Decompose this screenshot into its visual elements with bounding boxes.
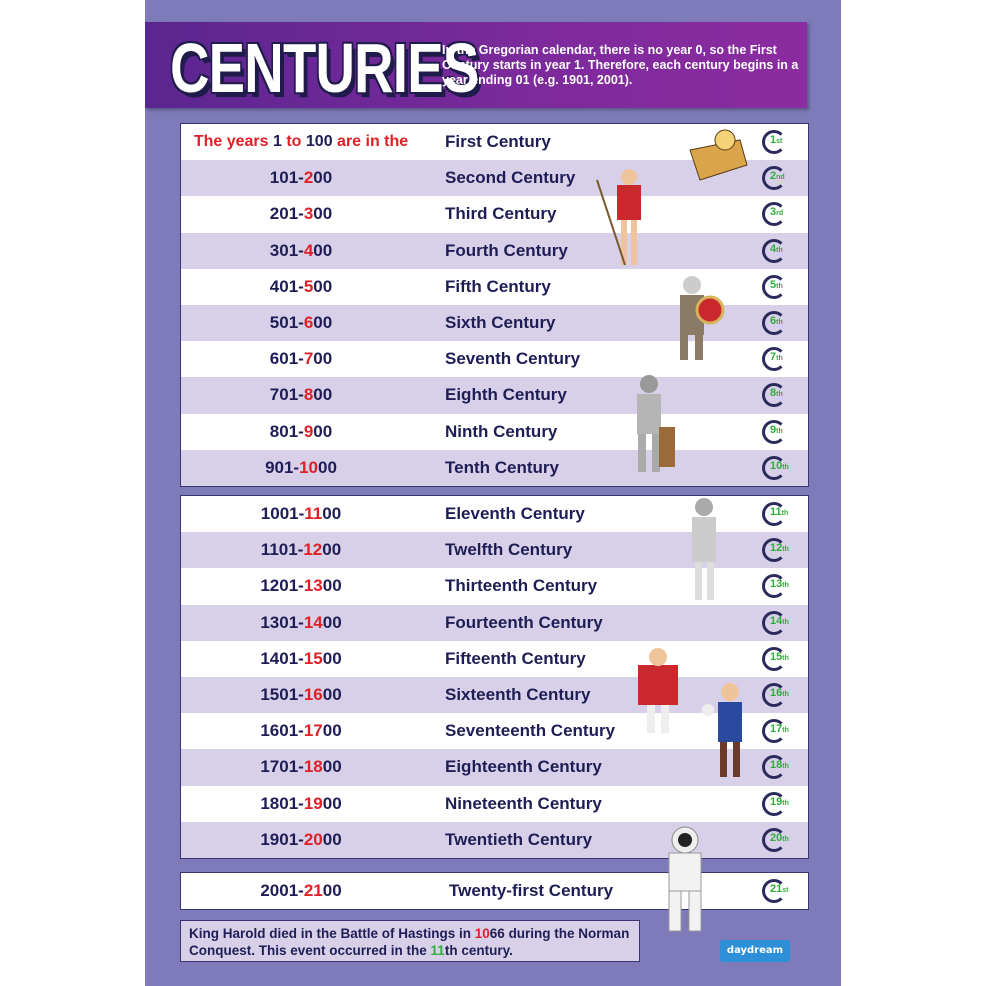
year-range: 401-500 bbox=[269, 276, 333, 296]
year-range: 101-200 bbox=[269, 168, 333, 188]
knight-armour-icon bbox=[625, 372, 680, 474]
viking-warrior-icon bbox=[655, 270, 735, 365]
century-c-icon: 7th bbox=[762, 347, 792, 371]
roman-soldier-icon bbox=[595, 165, 665, 270]
century-c-icon: 6th bbox=[762, 311, 792, 335]
century-name: Eighteenth Century bbox=[445, 757, 602, 777]
table-row bbox=[181, 605, 808, 641]
century-name: Fourth Century bbox=[445, 240, 568, 260]
century-c-icon: 14th bbox=[762, 611, 792, 635]
century-name: Eleventh Century bbox=[445, 504, 585, 524]
century-name: Fifth Century bbox=[445, 276, 551, 296]
table-row bbox=[181, 414, 808, 450]
century-name: Fifteenth Century bbox=[445, 648, 586, 668]
century-c-icon: 4th bbox=[762, 239, 792, 263]
century-c-icon: 16th bbox=[762, 683, 792, 707]
table-row bbox=[181, 641, 808, 677]
henry-viii-icon bbox=[633, 645, 683, 735]
century-c-icon: 21st bbox=[762, 879, 792, 903]
table-row bbox=[181, 233, 808, 269]
astronaut-icon bbox=[655, 825, 715, 935]
year-range: 2001-2100 bbox=[260, 881, 342, 901]
intro-text: In the Gregorian calendar, there is no year 0, so the First Century starts in year 1. Therefore, each century begins in a year ending 01 (e.g. 1901, 2001). bbox=[442, 43, 799, 87]
century-c-icon: 13th bbox=[762, 574, 792, 598]
year-range: 1701-1800 bbox=[260, 757, 342, 777]
century-name: Seventh Century bbox=[445, 349, 581, 369]
poster bbox=[145, 0, 841, 986]
century-c-icon: 11th bbox=[762, 502, 792, 526]
table-row bbox=[181, 786, 808, 822]
century-c-icon: 19th bbox=[762, 792, 792, 816]
table-row bbox=[181, 450, 808, 486]
century-name: Tenth Century bbox=[445, 457, 559, 477]
year-range: 801-900 bbox=[269, 421, 333, 441]
century-name: Thirteenth Century bbox=[445, 576, 598, 596]
century-name: Nineteenth Century bbox=[445, 793, 602, 813]
century-c-icon: 9th bbox=[762, 420, 792, 444]
century-name: Sixth Century bbox=[445, 313, 556, 333]
century-c-icon: 20th bbox=[762, 828, 792, 852]
century-name: Eighth Century bbox=[445, 385, 567, 405]
century-name: Seventeenth Century bbox=[445, 721, 616, 741]
century-c-icon: 12th bbox=[762, 538, 792, 562]
table-row bbox=[181, 377, 808, 413]
century-c-icon: 2nd bbox=[762, 166, 792, 190]
header-banner bbox=[145, 22, 807, 108]
century-c-icon: 5th bbox=[762, 275, 792, 299]
year-range: 1501-1600 bbox=[260, 685, 342, 705]
daydream-logo: daydream bbox=[720, 940, 790, 962]
year-range: 901-1000 bbox=[265, 457, 337, 477]
year-range: 301-400 bbox=[269, 240, 333, 260]
year-range: 1601-1700 bbox=[260, 721, 342, 741]
year-range: 1101-1200 bbox=[260, 540, 342, 560]
year-range: 601-700 bbox=[269, 349, 333, 369]
century-name: Twelfth Century bbox=[445, 540, 573, 560]
century-name: Sixteenth Century bbox=[445, 685, 591, 705]
year-range: 501-600 bbox=[269, 313, 333, 333]
century-name: Third Century bbox=[445, 204, 557, 224]
shakespeare-icon bbox=[700, 680, 760, 780]
century-c-icon: 17th bbox=[762, 719, 792, 743]
first-row-lead: The years 1 to 100 are in the bbox=[193, 133, 409, 151]
century-name: Twenty-first Century bbox=[449, 881, 614, 901]
century-c-icon: 1st bbox=[762, 130, 792, 154]
century-c-icon: 3rd bbox=[762, 202, 792, 226]
norman-knight-icon bbox=[680, 495, 735, 603]
century-name: Fourteenth Century bbox=[445, 612, 603, 632]
century-name: Ninth Century bbox=[445, 421, 558, 441]
century-name: Second Century bbox=[445, 168, 576, 188]
century-c-icon: 10th bbox=[762, 456, 792, 480]
year-range: 1801-1900 bbox=[260, 793, 342, 813]
century-c-icon: 15th bbox=[762, 647, 792, 671]
year-range: 201-300 bbox=[269, 204, 333, 224]
century-c-icon: 18th bbox=[762, 755, 792, 779]
table-row bbox=[181, 196, 808, 232]
page-title: CENTURIES bbox=[170, 29, 479, 107]
year-range: 1901-2000 bbox=[260, 829, 342, 849]
century-c-icon: 8th bbox=[762, 383, 792, 407]
century-name: Twentieth Century bbox=[445, 829, 593, 849]
year-range: 1301-1400 bbox=[260, 612, 342, 632]
fact-box: King Harold died in the Battle of Hastings in 1066 during the Norman Conquest. This event occurred in the 11th century. bbox=[180, 920, 640, 962]
nativity-manger-icon bbox=[685, 125, 755, 190]
century-name: First Century bbox=[445, 132, 551, 152]
year-range: 1001-1100 bbox=[260, 504, 342, 524]
year-range: 1401-1500 bbox=[260, 648, 342, 668]
year-range: 1201-1300 bbox=[260, 576, 342, 596]
year-range: 701-800 bbox=[269, 385, 333, 405]
